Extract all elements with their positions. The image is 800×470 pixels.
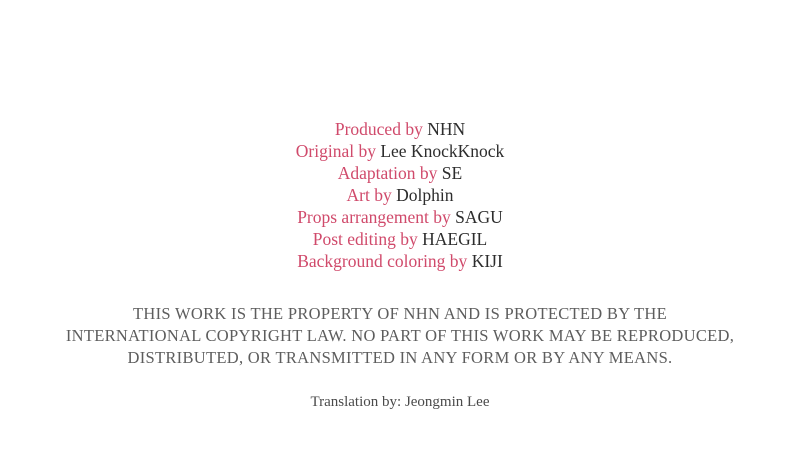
credit-name: NHN <box>427 119 466 139</box>
credit-line <box>0 184 800 206</box>
credit-name: SAGU <box>455 207 503 227</box>
copyright-line: THIS WORK IS THE PROPERTY OF NHN AND IS PROTECTED BY THE <box>133 304 667 323</box>
copyright-line: DISTRIBUTED, OR TRANSMITTED IN ANY FORM OR BY ANY MEANS. <box>127 348 673 367</box>
credit-name: SE <box>441 163 463 183</box>
credit-name: Lee KnockKnock <box>380 141 505 161</box>
credit-role: Art by <box>346 185 392 205</box>
copyright-line: INTERNATIONAL COPYRIGHT LAW. NO PART OF THIS WORK MAY BE REPRODUCED, <box>65 326 735 345</box>
credit-role: Original by <box>295 141 376 161</box>
credit-name: KIJI <box>471 251 503 271</box>
credit-line <box>0 250 800 272</box>
credit-name: Dolphin <box>396 185 454 205</box>
credit-line <box>0 162 800 184</box>
credit-line <box>0 228 800 250</box>
credits-block <box>0 118 800 272</box>
translation-credit: Translation by: Jeongmin Lee <box>310 394 490 410</box>
copyright-notice <box>0 303 800 369</box>
credit-role: Post editing by <box>312 229 418 249</box>
credit-role: Adaptation by <box>337 163 438 183</box>
credit-role: Background coloring by <box>297 251 468 271</box>
credit-line <box>0 118 800 140</box>
credit-name: HAEGIL <box>422 229 488 249</box>
credit-line <box>0 206 800 228</box>
credit-line <box>0 140 800 162</box>
credit-role: Produced by <box>334 119 423 139</box>
credit-role: Props arrangement by <box>297 207 451 227</box>
